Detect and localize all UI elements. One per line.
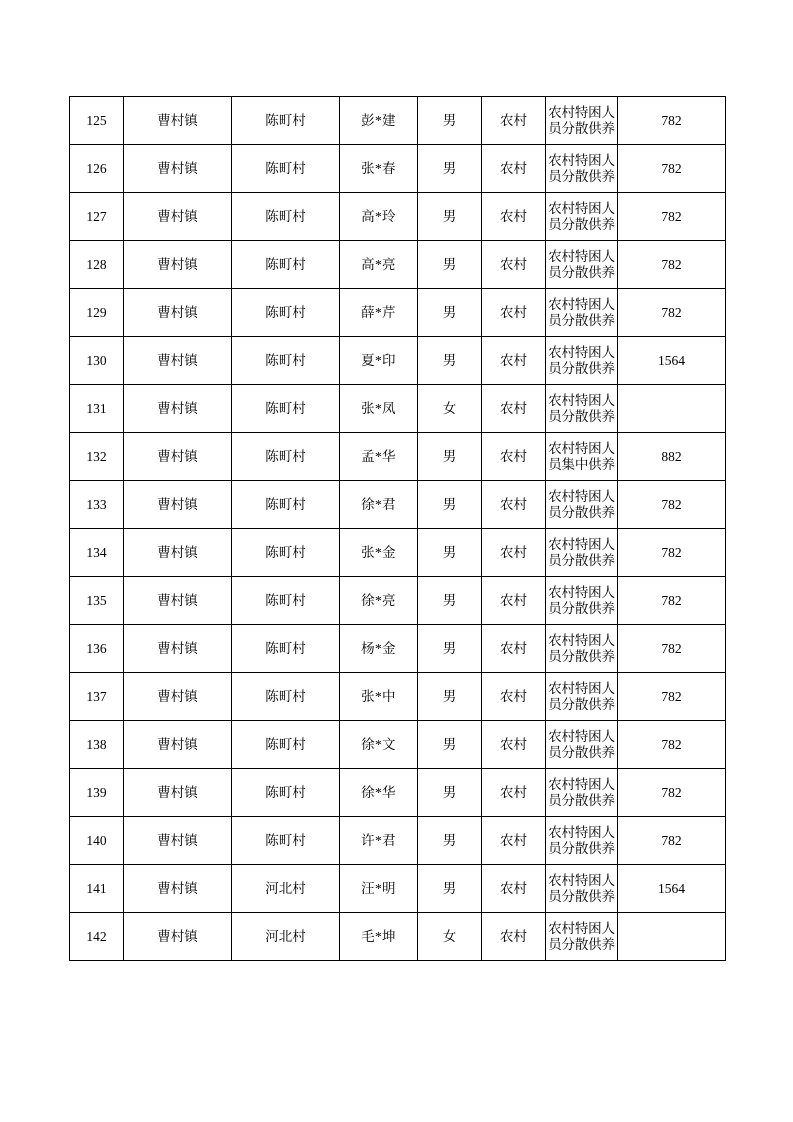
cell-amount: 782	[618, 193, 726, 241]
cell-name: 毛*坤	[340, 913, 418, 961]
cell-index: 134	[70, 529, 124, 577]
cell-name: 徐*文	[340, 721, 418, 769]
cell-town: 曹村镇	[124, 769, 232, 817]
cell-amount: 782	[618, 673, 726, 721]
cell-household-type: 农村	[482, 577, 546, 625]
cell-category: 农村特困人员分散供养	[546, 913, 618, 961]
cell-sex: 男	[418, 97, 482, 145]
cell-village: 陈町村	[232, 145, 340, 193]
cell-sex: 女	[418, 385, 482, 433]
cell-household-type: 农村	[482, 625, 546, 673]
cell-name: 徐*亮	[340, 577, 418, 625]
cell-town: 曹村镇	[124, 673, 232, 721]
cell-sex: 男	[418, 241, 482, 289]
cell-town: 曹村镇	[124, 817, 232, 865]
table-body	[70, 97, 726, 961]
cell-category: 农村特困人员分散供养	[546, 289, 618, 337]
cell-name: 薛*芹	[340, 289, 418, 337]
table-row	[70, 817, 726, 865]
cell-name: 张*中	[340, 673, 418, 721]
table-row	[70, 145, 726, 193]
cell-household-type: 农村	[482, 913, 546, 961]
cell-index: 135	[70, 577, 124, 625]
table-row	[70, 769, 726, 817]
cell-category: 农村特困人员分散供养	[546, 769, 618, 817]
cell-category: 农村特困人员分散供养	[546, 481, 618, 529]
cell-index: 132	[70, 433, 124, 481]
cell-index: 125	[70, 97, 124, 145]
cell-category: 农村特困人员分散供养	[546, 529, 618, 577]
cell-household-type: 农村	[482, 433, 546, 481]
cell-village: 陈町村	[232, 625, 340, 673]
cell-name: 徐*君	[340, 481, 418, 529]
cell-household-type: 农村	[482, 385, 546, 433]
cell-village: 陈町村	[232, 337, 340, 385]
cell-village: 河北村	[232, 865, 340, 913]
cell-name: 杨*金	[340, 625, 418, 673]
cell-household-type: 农村	[482, 145, 546, 193]
cell-town: 曹村镇	[124, 385, 232, 433]
cell-name: 孟*华	[340, 433, 418, 481]
cell-village: 陈町村	[232, 193, 340, 241]
table-row	[70, 913, 726, 961]
cell-category: 农村特困人员分散供养	[546, 145, 618, 193]
cell-index: 142	[70, 913, 124, 961]
cell-name: 高*玲	[340, 193, 418, 241]
cell-household-type: 农村	[482, 481, 546, 529]
cell-town: 曹村镇	[124, 337, 232, 385]
cell-sex: 男	[418, 193, 482, 241]
cell-index: 126	[70, 145, 124, 193]
cell-sex: 女	[418, 913, 482, 961]
table-row	[70, 673, 726, 721]
cell-town: 曹村镇	[124, 913, 232, 961]
cell-village: 陈町村	[232, 385, 340, 433]
cell-index: 137	[70, 673, 124, 721]
table-row	[70, 337, 726, 385]
cell-category: 农村特困人员分散供养	[546, 865, 618, 913]
cell-sex: 男	[418, 529, 482, 577]
cell-index: 127	[70, 193, 124, 241]
cell-name: 夏*印	[340, 337, 418, 385]
table-row	[70, 625, 726, 673]
cell-index: 136	[70, 625, 124, 673]
cell-sex: 男	[418, 625, 482, 673]
cell-household-type: 农村	[482, 673, 546, 721]
cell-household-type: 农村	[482, 529, 546, 577]
table-row	[70, 241, 726, 289]
cell-sex: 男	[418, 481, 482, 529]
cell-category: 农村特困人员分散供养	[546, 625, 618, 673]
cell-town: 曹村镇	[124, 193, 232, 241]
cell-household-type: 农村	[482, 865, 546, 913]
cell-category: 农村特困人员集中供养	[546, 433, 618, 481]
cell-household-type: 农村	[482, 289, 546, 337]
cell-town: 曹村镇	[124, 289, 232, 337]
cell-amount: 782	[618, 529, 726, 577]
cell-amount: 1564	[618, 337, 726, 385]
cell-index: 140	[70, 817, 124, 865]
cell-village: 陈町村	[232, 529, 340, 577]
table-row	[70, 97, 726, 145]
cell-village: 陈町村	[232, 769, 340, 817]
cell-amount: 782	[618, 241, 726, 289]
cell-town: 曹村镇	[124, 529, 232, 577]
cell-town: 曹村镇	[124, 625, 232, 673]
cell-index: 131	[70, 385, 124, 433]
cell-sex: 男	[418, 865, 482, 913]
cell-amount: 782	[618, 577, 726, 625]
cell-name: 张*凤	[340, 385, 418, 433]
cell-category: 农村特困人员分散供养	[546, 673, 618, 721]
cell-amount: 782	[618, 481, 726, 529]
cell-index: 129	[70, 289, 124, 337]
assistance-recipients-table	[69, 96, 726, 961]
cell-household-type: 农村	[482, 193, 546, 241]
cell-amount: 1564	[618, 865, 726, 913]
cell-village: 陈町村	[232, 241, 340, 289]
cell-town: 曹村镇	[124, 97, 232, 145]
cell-name: 彭*建	[340, 97, 418, 145]
table-row	[70, 385, 726, 433]
cell-amount: 782	[618, 625, 726, 673]
cell-amount: 782	[618, 289, 726, 337]
cell-household-type: 农村	[482, 241, 546, 289]
cell-village: 河北村	[232, 913, 340, 961]
cell-index: 139	[70, 769, 124, 817]
cell-village: 陈町村	[232, 97, 340, 145]
cell-household-type: 农村	[482, 769, 546, 817]
cell-village: 陈町村	[232, 433, 340, 481]
cell-index: 130	[70, 337, 124, 385]
cell-sex: 男	[418, 337, 482, 385]
cell-name: 许*君	[340, 817, 418, 865]
cell-town: 曹村镇	[124, 241, 232, 289]
cell-category: 农村特困人员分散供养	[546, 193, 618, 241]
cell-index: 141	[70, 865, 124, 913]
cell-village: 陈町村	[232, 481, 340, 529]
cell-village: 陈町村	[232, 577, 340, 625]
cell-sex: 男	[418, 817, 482, 865]
cell-sex: 男	[418, 433, 482, 481]
cell-category: 农村特困人员分散供养	[546, 577, 618, 625]
cell-village: 陈町村	[232, 289, 340, 337]
cell-index: 138	[70, 721, 124, 769]
cell-category: 农村特困人员分散供养	[546, 97, 618, 145]
cell-sex: 男	[418, 577, 482, 625]
table-row	[70, 289, 726, 337]
cell-amount: 782	[618, 817, 726, 865]
cell-household-type: 农村	[482, 97, 546, 145]
cell-index: 133	[70, 481, 124, 529]
cell-town: 曹村镇	[124, 721, 232, 769]
cell-category: 农村特困人员分散供养	[546, 337, 618, 385]
cell-name: 张*金	[340, 529, 418, 577]
cell-sex: 男	[418, 289, 482, 337]
cell-name: 徐*华	[340, 769, 418, 817]
cell-household-type: 农村	[482, 721, 546, 769]
cell-town: 曹村镇	[124, 481, 232, 529]
cell-category: 农村特困人员分散供养	[546, 721, 618, 769]
cell-amount: 782	[618, 145, 726, 193]
cell-amount: 782	[618, 769, 726, 817]
table-row	[70, 529, 726, 577]
table-row	[70, 193, 726, 241]
cell-village: 陈町村	[232, 817, 340, 865]
cell-category: 农村特困人员分散供养	[546, 817, 618, 865]
cell-category: 农村特困人员分散供养	[546, 241, 618, 289]
cell-sex: 男	[418, 673, 482, 721]
cell-amount: 782	[618, 97, 726, 145]
cell-village: 陈町村	[232, 673, 340, 721]
cell-amount	[618, 913, 726, 961]
table-row	[70, 433, 726, 481]
table-row	[70, 481, 726, 529]
cell-village: 陈町村	[232, 721, 340, 769]
table-row	[70, 865, 726, 913]
table-row	[70, 721, 726, 769]
cell-sex: 男	[418, 721, 482, 769]
cell-category: 农村特困人员分散供养	[546, 385, 618, 433]
cell-town: 曹村镇	[124, 865, 232, 913]
cell-index: 128	[70, 241, 124, 289]
cell-town: 曹村镇	[124, 433, 232, 481]
cell-town: 曹村镇	[124, 145, 232, 193]
cell-amount: 882	[618, 433, 726, 481]
cell-town: 曹村镇	[124, 577, 232, 625]
cell-name: 汪*明	[340, 865, 418, 913]
cell-name: 高*亮	[340, 241, 418, 289]
cell-sex: 男	[418, 145, 482, 193]
cell-name: 张*春	[340, 145, 418, 193]
cell-amount: 782	[618, 721, 726, 769]
cell-sex: 男	[418, 769, 482, 817]
cell-household-type: 农村	[482, 817, 546, 865]
table-row	[70, 577, 726, 625]
cell-household-type: 农村	[482, 337, 546, 385]
assistance-recipients-table-wrapper	[69, 96, 725, 961]
cell-amount	[618, 385, 726, 433]
